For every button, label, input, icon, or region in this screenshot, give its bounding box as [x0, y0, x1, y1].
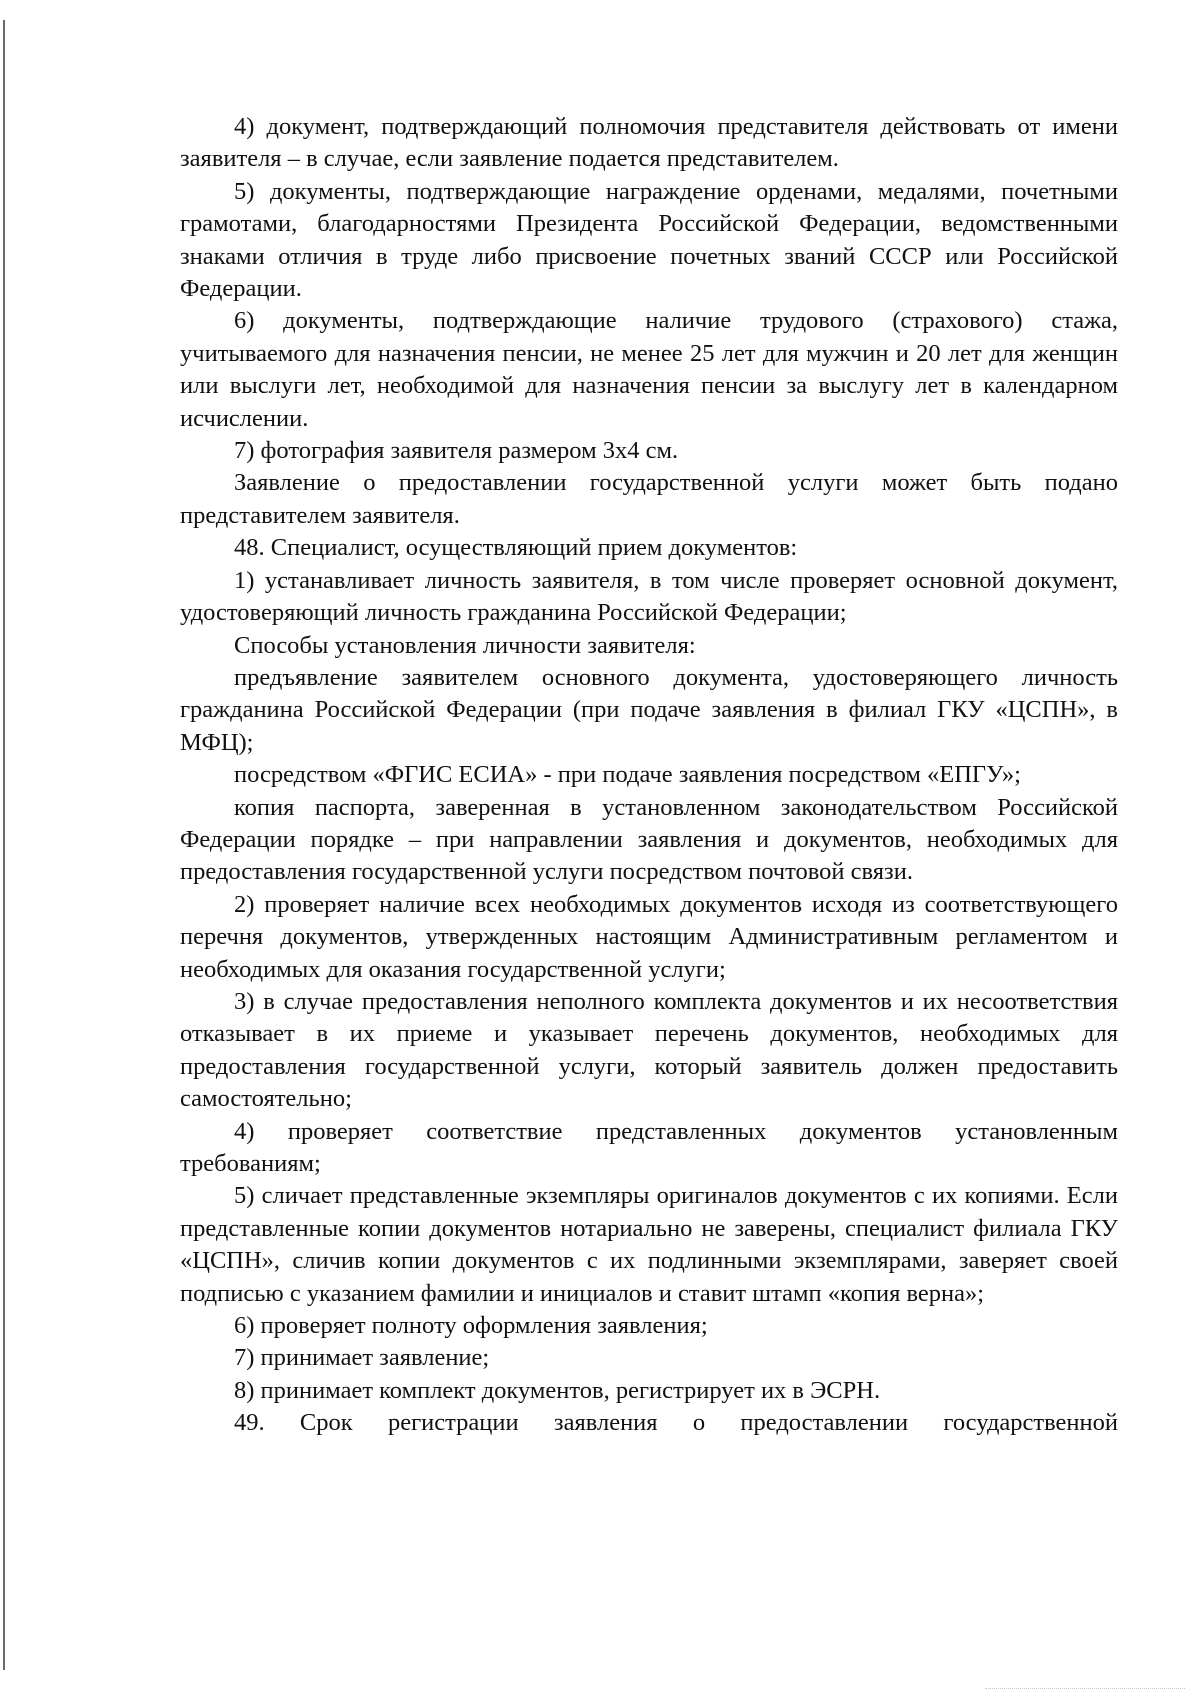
paragraph-48-item-6: 6) проверяет полноту оформления заявления; [234, 1312, 708, 1340]
paragraph-48-item-3: 3) в случае предоставления неполного комплекта документов и их несоответствия отказывает в их приеме и указывает перечень документов, необходимых для предоставления государственной услуги, который заявитель должен предоставить самостоятельно; [180, 987, 1118, 1113]
paragraph-48-item-2: 2) проверяет наличие всех необходимых документов исходя из соответствующего перечня документов, утвержденных настоящим Административным регламентом и необходимых для оказания государственной услуги; [180, 890, 1118, 983]
paragraph-method-esia: посредством «ФГИС ЕСИА» - при подаче заявления посредством «ЕПГУ»; [234, 761, 1021, 789]
paragraph-method-document: предъявление заявителем основного документа, удостоверяющего личность гражданина Российской Федерации (при подаче заявления в филиал ГКУ «ЦСПН», в МФЦ); [180, 663, 1118, 756]
paragraph-item-4-representative: 4) документ, подтверждающий полномочия представителя действовать от имени заявителя – в случае, если заявление подается представителем. [180, 113, 1118, 173]
paragraph-item-6-work-experience: 6) документы, подтверждающие наличие трудового (страхового) стажа, учитываемого для назначения пенсии, не менее 25 лет для мужчин и 20 лет для женщин или выслуги лет, необходимой для назначения пенсии за выслугу лет в календарном исчислении. [180, 307, 1118, 432]
paragraph-48-item-5: 5) сличает представленные экземпляры оригиналов документов с их копиями. Если представленные копии документов нотариально не заверены, специалист филиала ГКУ «ЦСПН», сличив копии документов с их подлинными экземплярами, заверяет своей подписью с указанием фамилии и инициалов и ставит штамп «копия верна»; [180, 1182, 1118, 1307]
paragraph-section-49: 49. Срок регистрации заявления о предоставлении государственной [234, 1409, 1118, 1437]
paragraph-method-passport-copy: копия паспорта, заверенная в установленном законодательством Российской Федерации порядке – при направлении заявления и документов, необходимых для предоставления государственной услуги посредством почтовой связи. [180, 793, 1118, 886]
paragraph-48-item-7: 7) принимает заявление; [234, 1344, 490, 1372]
paragraph-identification-methods: Способы установления личности заявителя: [234, 631, 696, 659]
scan-edge-line [3, 20, 5, 1670]
paragraph-section-48: 48. Специалист, осуществляющий прием документов: [234, 534, 798, 562]
paragraph-48-item-1: 1) устанавливает личность заявителя, в том числе проверяет основной документ, удостоверяющий личность гражданина Российской Федерации; [180, 566, 1118, 627]
paragraph-48-item-8: 8) принимает комплект документов, регистрирует их в ЭСРН. [234, 1376, 881, 1404]
paragraph-item-5-awards: 5) документы, подтверждающие награждение орденами, медалями, почетными грамотами, благодарностями Президента Российской Федерации, ведомственными знаками отличия в труде либо присвоение почетных званий СССР или Российской Федерации. [180, 177, 1118, 303]
paragraph-item-7-photo: 7) фотография заявителя размером 3х4 см. [234, 437, 679, 465]
scan-noise [985, 1688, 1185, 1691]
document-body [180, 111, 1118, 1440]
paragraph-48-item-4: 4) проверяет соответствие представленных документов установленным требованиям; [180, 1117, 1118, 1177]
paragraph-representative-submission: Заявление о предоставлении государственной услуги может быть подано представителем заявителя. [180, 469, 1118, 529]
